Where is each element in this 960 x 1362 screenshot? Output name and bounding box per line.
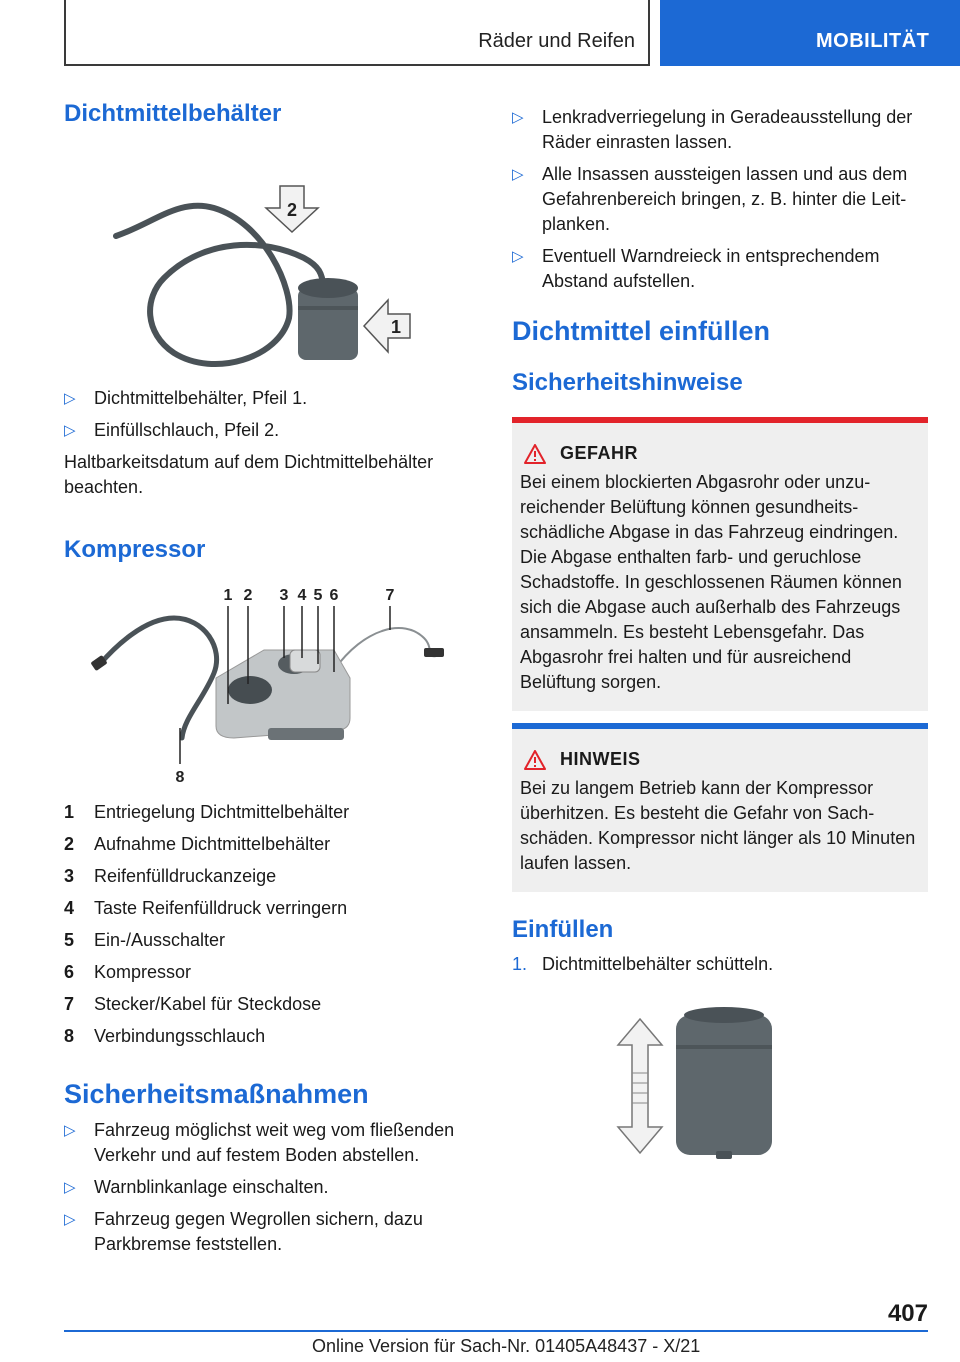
safety-notes-heading: Sicherheitshinweise	[512, 369, 743, 396]
bullet-icon: ▷	[64, 422, 76, 439]
header-chapter-tab[interactable]: MOBILITÄT	[660, 0, 960, 66]
arrow-left-icon	[364, 300, 410, 352]
callout-label: 1	[223, 587, 233, 604]
list-item: 2 Aufnahme Dichtmittelbehälter	[64, 834, 331, 854]
compressor-heading: Kompressor	[64, 536, 206, 563]
list-item: 1. Dichtmittelbehälter schütteln.	[512, 954, 774, 974]
callout-label: 5	[313, 587, 323, 604]
callout-label: 2	[243, 587, 253, 604]
arrow-down-icon	[266, 186, 318, 232]
notice-box	[512, 723, 928, 892]
bullet-icon: ▷	[64, 1179, 76, 1196]
safety-measures-list-cont	[512, 105, 928, 294]
footer-online-version[interactable]: Online Version für Sach-Nr. 01405A48437 - X/21	[312, 1336, 701, 1356]
safety-measures-list	[64, 1118, 478, 1257]
callout-label: 7	[385, 587, 395, 604]
list-item: ▷ Alle Insassen aussteigen lassen und aus dem Gefahrenbereich bringen, z. B. hinter die Leitplanken.	[512, 164, 908, 234]
left-column	[64, 100, 478, 1264]
list-item: ▷ Eventuell Warndreieck in entsprechendem Abstand aufstellen.	[512, 246, 880, 291]
bullet-icon: ▷	[64, 390, 76, 407]
power-cable	[334, 628, 436, 670]
callout-label: 8	[175, 769, 185, 786]
callout-2: 2	[286, 200, 298, 220]
filling-steps	[512, 952, 928, 977]
bullet-icon: ▷	[64, 1122, 76, 1139]
bullet-icon: ▷	[512, 166, 524, 183]
header-section-title: Räder und Reifen	[478, 30, 635, 52]
sealant-container	[676, 1007, 772, 1159]
danger-text: Bei einem blockierten Abgasrohr oder unzureichender Belüftung können gesundheitsschädliche Abgase in das Fahrzeug eindringen. Die Abgase enthalten farb- und geruchlose Schadstoffe. In geschlossenen Räumen können sich die Abgase auch außerhalb des Fahrzeugs ansammeln. Es besteht Lebensgefahr. Das Abgasrohr frei halten und für ausreichend Belüftung sorgen.	[520, 472, 902, 692]
list-item: ▷ Lenkradverriegelung in Geradeausstellung der Räder einrasten lassen.	[512, 107, 913, 152]
bullet-icon: ▷	[512, 248, 524, 265]
arrow-up-down-icon	[618, 1019, 662, 1153]
callout-1: 1	[390, 317, 402, 337]
callout-label: 3	[279, 587, 289, 604]
list-item: 7 Stecker/Kabel für Steckdose	[64, 994, 322, 1014]
bullet-icon: ▷	[512, 109, 524, 126]
sealant-container-figure	[64, 128, 478, 368]
warning-triangle-icon	[524, 444, 546, 464]
danger-title: GEFAHR	[560, 443, 639, 463]
footer-divider	[64, 1330, 928, 1332]
list-item: ▷ Einfüllschlauch, Pfeil 2.	[64, 418, 478, 443]
container-receptacle	[228, 676, 272, 704]
container-list	[64, 386, 478, 443]
list-item: 1 Entriegelung Dichtmittelbehälter	[64, 802, 350, 822]
page-number: 407	[887, 1300, 928, 1327]
warning-triangle-icon	[524, 750, 546, 770]
list-item: 3 Reifenfülldruckanzeige	[64, 866, 277, 886]
filling-heading: Einfüllen	[512, 916, 614, 943]
bullet-icon: ▷	[64, 1211, 76, 1228]
danger-box	[512, 417, 928, 711]
notice-text: Bei zu langem Betrieb kann der Kompressor überhitzen. Es besteht die Gefahr von Sachschäden. Kompressor nicht länger als 10 Minuten laufen lassen.	[520, 778, 916, 873]
safety-measures-heading: Sicherheitsmaßnahmen	[64, 1079, 369, 1109]
container-heading: Dichtmittelbehälter	[64, 100, 282, 127]
compressor-figure	[64, 578, 478, 788]
shake-container-figure	[512, 1001, 928, 1171]
list-item: ▷ Warnblinkanlage einschalten.	[64, 1175, 478, 1200]
container-note: Haltbarkeitsdatum auf dem Dichtmittelbehälter beachten.	[64, 452, 434, 497]
fill-sealant-heading: Dichtmittel einfüllen	[512, 316, 771, 346]
compressor-body	[216, 650, 350, 740]
right-column	[512, 100, 928, 1171]
connection-hose	[100, 618, 217, 738]
callout-label: 6	[329, 587, 339, 604]
callout-label: 4	[297, 587, 307, 604]
list-item: 6 Kompressor	[64, 962, 192, 982]
list-item: 5 Ein-/Ausschalter	[64, 930, 226, 950]
notice-title: HINWEIS	[560, 749, 641, 769]
list-item: ▷ Fahrzeug möglichst weit weg vom fließenden Verkehr und auf festem Boden abstellen.	[64, 1120, 455, 1165]
list-item: 4 Taste Reifenfülldruck verringern	[64, 898, 348, 918]
list-item: ▷ Fahrzeug gegen Wegrollen sichern, dazu Parkbremse feststellen.	[64, 1209, 423, 1254]
container-body	[298, 278, 358, 360]
list-item: 8 Verbindungsschlauch	[64, 1026, 266, 1046]
list-item: ▷ Dichtmittelbehälter, Pfeil 1.	[64, 386, 478, 411]
compressor-parts-list	[64, 800, 478, 1049]
